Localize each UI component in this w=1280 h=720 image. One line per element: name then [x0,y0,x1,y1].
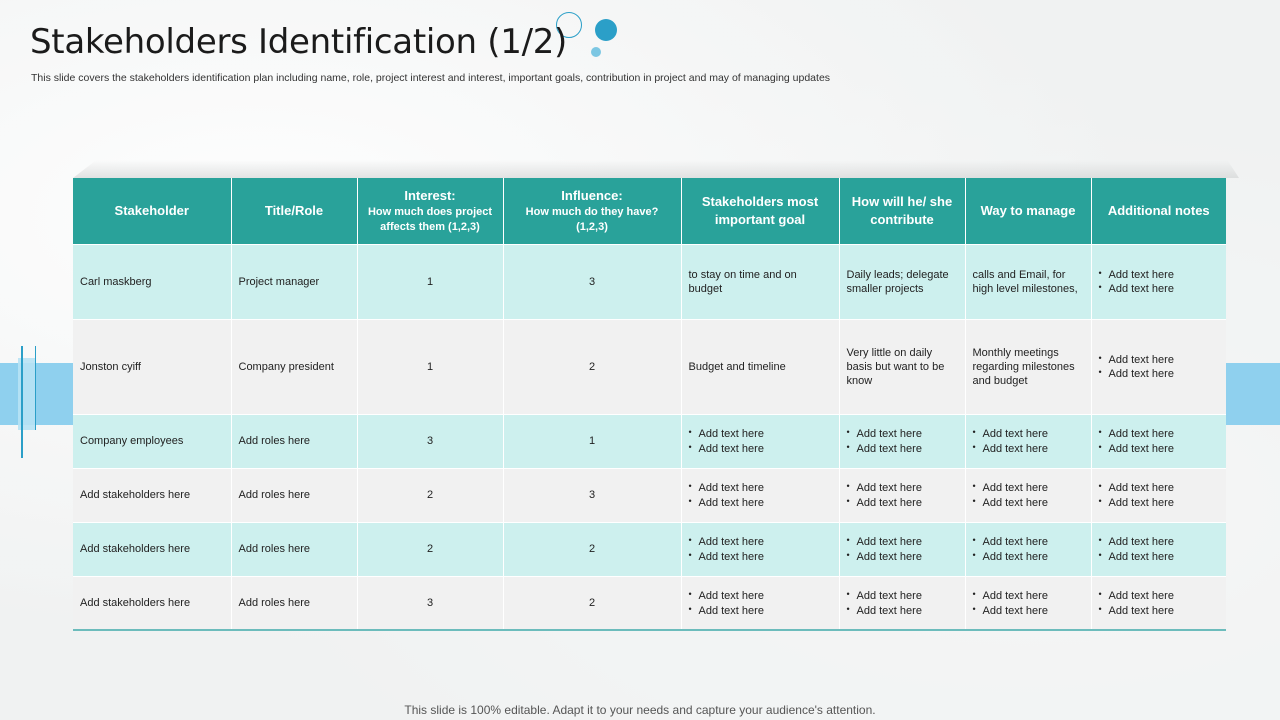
slide-footer: This slide is 100% editable. Adapt it to your needs and capture your audience's attention. [404,703,876,717]
bullet-item: • Add text here [1099,367,1220,381]
table-row [73,415,1226,469]
bullet-item: • Add text here [973,481,1084,495]
bullet-list [1099,535,1220,564]
cell-goal [681,577,839,631]
table-header-row [73,178,1226,245]
bullet-item: • Add text here [1099,496,1220,510]
cell-contribute: Very little on daily basis but want to be know [839,320,965,415]
bullet-item: • Add text here [973,535,1084,549]
bullet-list [1099,589,1220,618]
bullet-item: • Add text here [973,442,1084,456]
bullet-list [689,589,832,618]
bullet-item: • Add text here [847,604,958,618]
decorative-small-circle [591,47,601,57]
cell-manage: calls and Email, for high level milestones, [965,245,1091,320]
bullet-item: • Add text here [1099,282,1220,296]
bullet-item: • Add text here [847,589,958,603]
cell-influence: 3 [503,469,681,523]
table-bottom-border [73,629,1226,631]
cell-name: Add stakeholders here [73,577,231,631]
decorative-line-2 [35,346,36,430]
bullet-item: • Add text here [689,550,832,564]
cell-notes [1091,577,1226,631]
bullet-list [847,481,958,510]
bullet-item: • Add text here [847,496,958,510]
cell-role: Add roles here [231,469,357,523]
header-stakeholder: Stakeholder [73,178,231,245]
cell-manage: Monthly meetings regarding milestones and budget [965,320,1091,415]
bullet-item: • Add text here [847,442,958,456]
bullet-list [973,481,1084,510]
bullet-item: • Add text here [847,550,958,564]
cell-manage [965,415,1091,469]
cell-contribute [839,577,965,631]
cell-role: Company president [231,320,357,415]
bullet-list [1099,481,1220,510]
cell-manage [965,469,1091,523]
bullet-item: • Add text here [1099,442,1220,456]
header-influence-title: Influence: [561,188,623,204]
cell-interest: 3 [357,577,503,631]
cell-name: Company employees [73,415,231,469]
table-row [73,577,1226,631]
decorative-circle [595,19,617,41]
bullet-item: • Add text here [973,427,1084,441]
bullet-list [1099,353,1220,382]
decorative-line [21,346,23,458]
cell-influence: 2 [503,577,681,631]
bullet-item: • Add text here [689,589,832,603]
stakeholder-table-container [73,178,1226,630]
cell-influence: 1 [503,415,681,469]
bullet-list [689,427,832,456]
cell-interest: 1 [357,320,503,415]
slide-subtitle: This slide covers the stakeholders identification plan including name, role, project interest and interest, important goals, contribution in project and may of managing updates [31,72,831,84]
bullet-item: • Add text here [1099,550,1220,564]
cell-notes [1091,523,1226,577]
bullet-item: • Add text here [973,496,1084,510]
cell-notes [1091,320,1226,415]
header-notes: Additional notes [1091,178,1226,245]
decorative-band-left [0,363,73,425]
bullet-list [847,427,958,456]
bullet-item: • Add text here [973,589,1084,603]
cell-name: Jonston cyiff [73,320,231,415]
header-influence [503,178,681,245]
cell-influence: 2 [503,320,681,415]
bullet-item: • Add text here [1099,427,1220,441]
cell-role: Add roles here [231,577,357,631]
bullet-item: • Add text here [1099,353,1220,367]
table-body [73,245,1226,631]
header-goal: Stakeholders most important goal [681,178,839,245]
bullet-item: • Add text here [689,427,832,441]
cell-goal: to stay on time and on budget [681,245,839,320]
cell-interest: 3 [357,415,503,469]
bullet-item: • Add text here [1099,268,1220,282]
bullet-item: • Add text here [847,535,958,549]
bullet-list [847,589,958,618]
bullet-item: • Add text here [847,427,958,441]
header-manage: Way to manage [965,178,1091,245]
bullet-list [1099,268,1220,297]
bullet-item: • Add text here [689,442,832,456]
table-row [73,523,1226,577]
cell-goal: Budget and timeline [681,320,839,415]
bullet-item: • Add text here [973,604,1084,618]
bullet-list [973,535,1084,564]
stakeholder-table [73,178,1226,630]
bullet-item: • Add text here [1099,604,1220,618]
bullet-item: • Add text here [689,604,832,618]
cell-goal [681,469,839,523]
cell-role: Add roles here [231,415,357,469]
cell-goal [681,523,839,577]
bullet-item: • Add text here [1099,535,1220,549]
bullet-list [847,535,958,564]
bullet-item: • Add text here [973,550,1084,564]
cell-contribute [839,415,965,469]
bullet-item: • Add text here [1099,481,1220,495]
cell-role: Add roles here [231,523,357,577]
cell-interest: 1 [357,245,503,320]
bullet-list [1099,427,1220,456]
cell-goal [681,415,839,469]
bullet-list [689,481,832,510]
header-contribute: How will he/ she contribute [839,178,965,245]
cell-notes [1091,469,1226,523]
cell-name: Add stakeholders here [73,469,231,523]
cell-contribute [839,469,965,523]
slide-title: Stakeholders Identification (1/2) [30,22,568,62]
cell-notes [1091,415,1226,469]
bullet-item: • Add text here [1099,589,1220,603]
header-interest [357,178,503,245]
header-interest-sub: How much does project affects them (1,2,3) [367,205,493,233]
cell-influence: 2 [503,523,681,577]
bullet-item: • Add text here [689,496,832,510]
table-row [73,469,1226,523]
bullet-item: • Add text here [847,481,958,495]
table-row [73,245,1226,320]
cell-contribute: Daily leads; delegate smaller projects [839,245,965,320]
cell-contribute [839,523,965,577]
table-shadow [73,160,1239,178]
cell-name: Add stakeholders here [73,523,231,577]
table-row [73,320,1226,415]
bullet-item: • Add text here [689,481,832,495]
cell-interest: 2 [357,523,503,577]
header-interest-title: Interest: [404,188,456,204]
cell-notes [1091,245,1226,320]
cell-role: Project manager [231,245,357,320]
bullet-item: • Add text here [689,535,832,549]
decorative-band-right [1226,363,1280,425]
cell-manage [965,577,1091,631]
header-influence-sub: How much do they have? (1,2,3) [525,205,659,233]
cell-name: Carl maskberg [73,245,231,320]
cell-influence: 3 [503,245,681,320]
bullet-list [973,427,1084,456]
bullet-list [973,589,1084,618]
cell-interest: 2 [357,469,503,523]
cell-manage [965,523,1091,577]
header-role: Title/Role [231,178,357,245]
bullet-list [689,535,832,564]
